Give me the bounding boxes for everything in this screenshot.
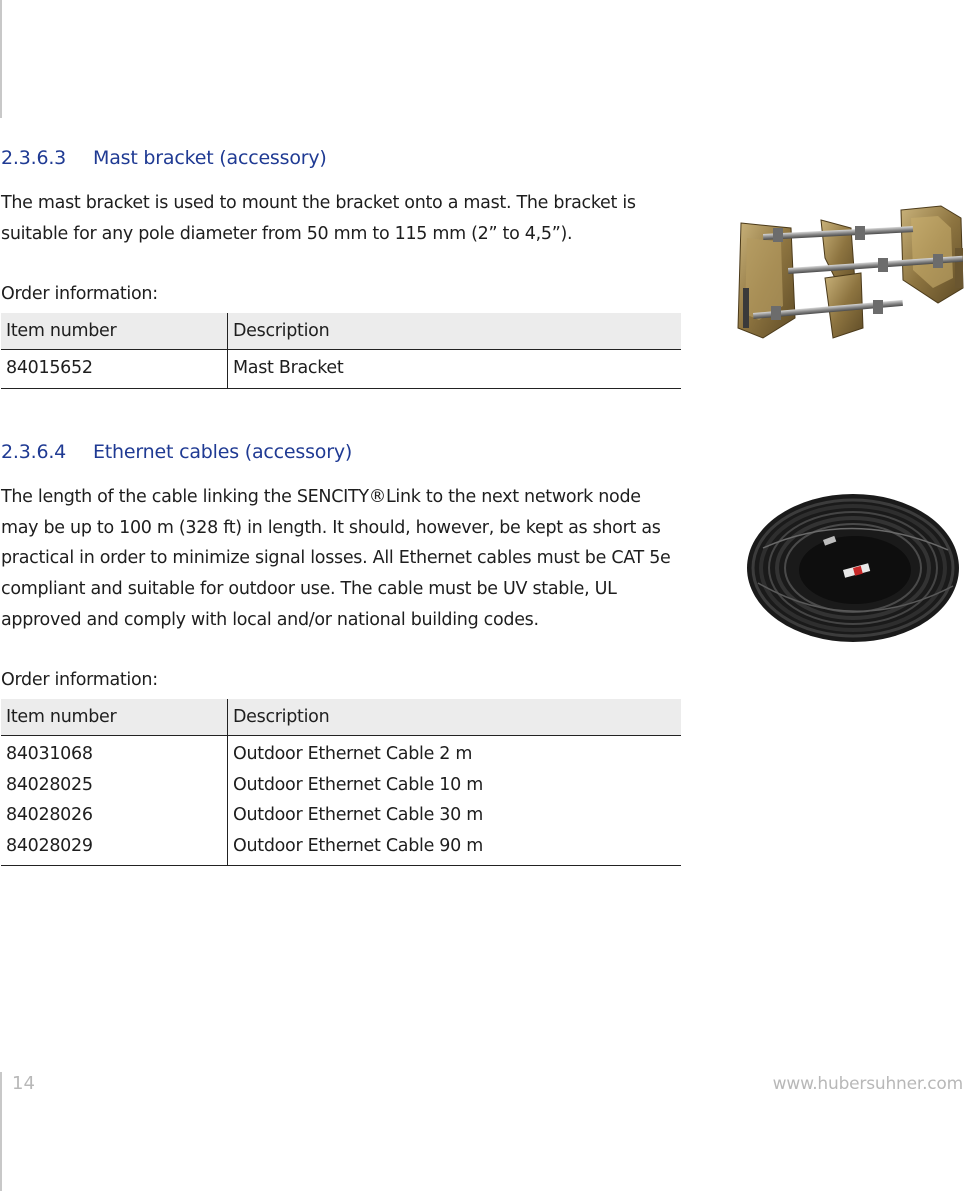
section-number: 2.3.6.3 — [1, 147, 67, 169]
page-margin-line — [0, 0, 2, 118]
description-cell: Mast Bracket — [228, 350, 682, 389]
section-title: Mast bracket (accessory) — [93, 147, 327, 169]
item-number-cell: 84015652 — [1, 350, 228, 389]
table-row — [1, 831, 681, 866]
column-header-item-number: Item number — [1, 699, 228, 736]
table-row — [1, 800, 681, 831]
section-heading-ethernet-cables — [1, 441, 352, 463]
order-information-label: Order information: — [1, 284, 158, 304]
section-body-text: The mast bracket is used to mount the bracket onto a mast. The bracket is suitable for any pole diameter from 50 mm to 115 mm (2” to 4,5”). — [1, 193, 636, 244]
item-number-cell: 84028025 — [1, 770, 228, 801]
section-body-text: The length of the cable linking the SENCITY®Link to the next network node may be up to 100 m (328 ft) in length. It should, however, be kept as short as practical in order to minimize signal losses. All Ethernet cables must be CAT 5e compliant and suitable for outdoor use. The cable must be UV stable, UL approved and comply with local and/or national building codes. — [1, 487, 671, 630]
page-margin-line — [0, 1072, 2, 1191]
column-header-description: Description — [228, 313, 682, 350]
description-cell: Outdoor Ethernet Cable 2 m — [233, 744, 473, 765]
ethernet-cable-coil-photo — [743, 488, 965, 650]
item-number-cell: 84031068 — [1, 736, 228, 770]
section-heading-mast-bracket — [1, 147, 327, 169]
section-title: Ethernet cables (accessory) — [93, 441, 353, 463]
table-row — [1, 350, 681, 389]
order-table-mast-bracket — [1, 313, 681, 389]
description-cell: Outdoor Ethernet Cable 30 m — [233, 805, 483, 826]
order-table-ethernet-cables — [1, 699, 681, 866]
column-header-item-number: Item number — [1, 313, 228, 350]
table-row — [1, 770, 681, 801]
table-row — [1, 736, 681, 770]
mast-bracket-photo — [733, 188, 965, 358]
table-header-row — [1, 313, 681, 350]
footer-website: www.hubersuhner.com — [772, 1074, 963, 1094]
item-number-cell: 84028026 — [1, 800, 228, 831]
section-number: 2.3.6.4 — [1, 441, 67, 463]
table-header-row — [1, 699, 681, 736]
order-information-label: Order information: — [1, 670, 158, 690]
description-cell: Outdoor Ethernet Cable 90 m — [228, 831, 682, 866]
column-header-description: Description — [228, 699, 682, 736]
item-number-cell: 84028029 — [1, 831, 228, 866]
description-cell: Outdoor Ethernet Cable 10 m — [233, 774, 483, 795]
page-number: 14 — [12, 1073, 35, 1094]
